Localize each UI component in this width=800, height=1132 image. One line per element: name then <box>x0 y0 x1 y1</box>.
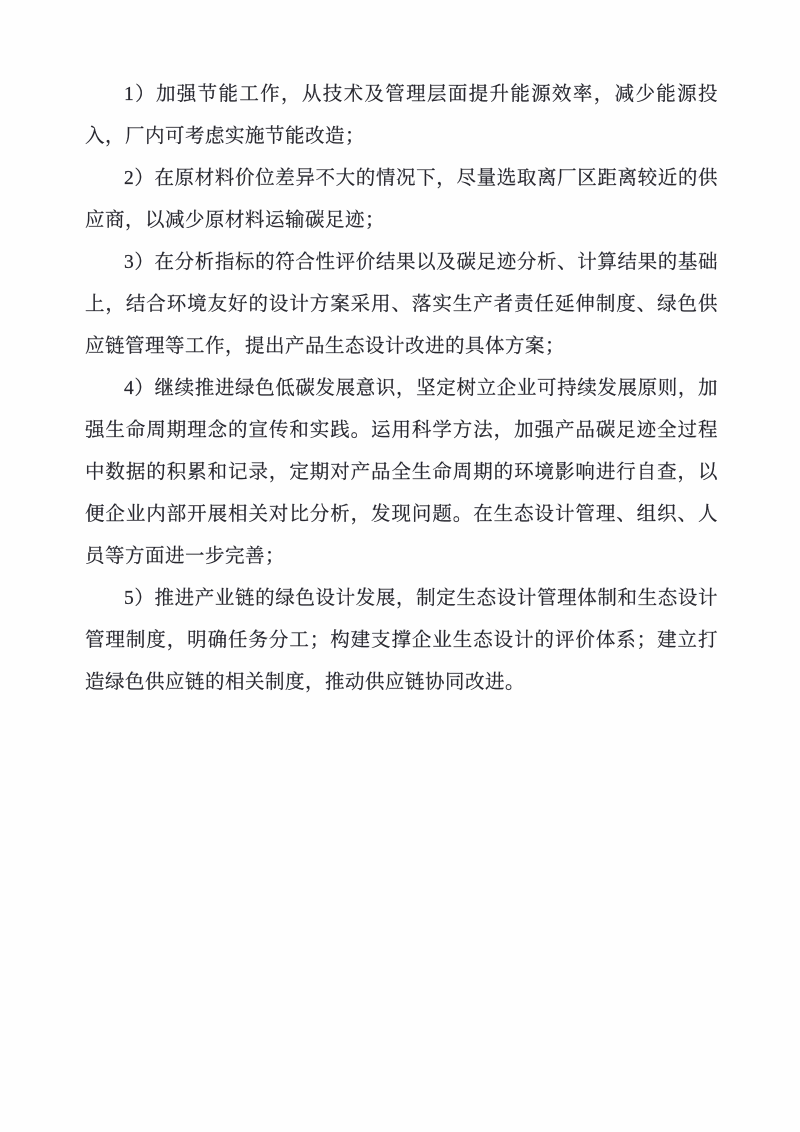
paragraph-item-1: 1）加强节能工作，从技术及管理层面提升能源效率，减少能源投入，厂内可考虑实施节能改造； <box>85 84 718 147</box>
document-text-block <box>85 74 718 704</box>
paragraph-item-4: 4）继续推进绿色低碳发展意识，坚定树立企业可持续发展原则，加强生命周期理念的宣传和实践。运用科学方法，加强产品碳足迹全过程中数据的积累和记录，定期对产品全生命周期的环境影响进行自查，以便企业内部开展相关对比分析，发现问题。在生态设计管理、组织、人员等方面进一步完善； <box>85 378 718 567</box>
paragraph-item-5: 5）推进产业链的绿色设计发展，制定生态设计管理体制和生态设计管理制度，明确任务分工；构建支撑企业生态设计的评价体系；建立打造绿色供应链的相关制度，推动供应链协同改进。 <box>85 588 718 693</box>
paragraph-item-3: 3）在分析指标的符合性评价结果以及碳足迹分析、计算结果的基础上，结合环境友好的设计方案采用、落实生产者责任延伸制度、绿色供应链管理等工作，提出产品生态设计改进的具体方案； <box>85 252 718 357</box>
paragraph-item-2: 2）在原材料价位差异不大的情况下，尽量选取离厂区距离较近的供应商，以减少原材料运输碳足迹； <box>85 168 718 231</box>
